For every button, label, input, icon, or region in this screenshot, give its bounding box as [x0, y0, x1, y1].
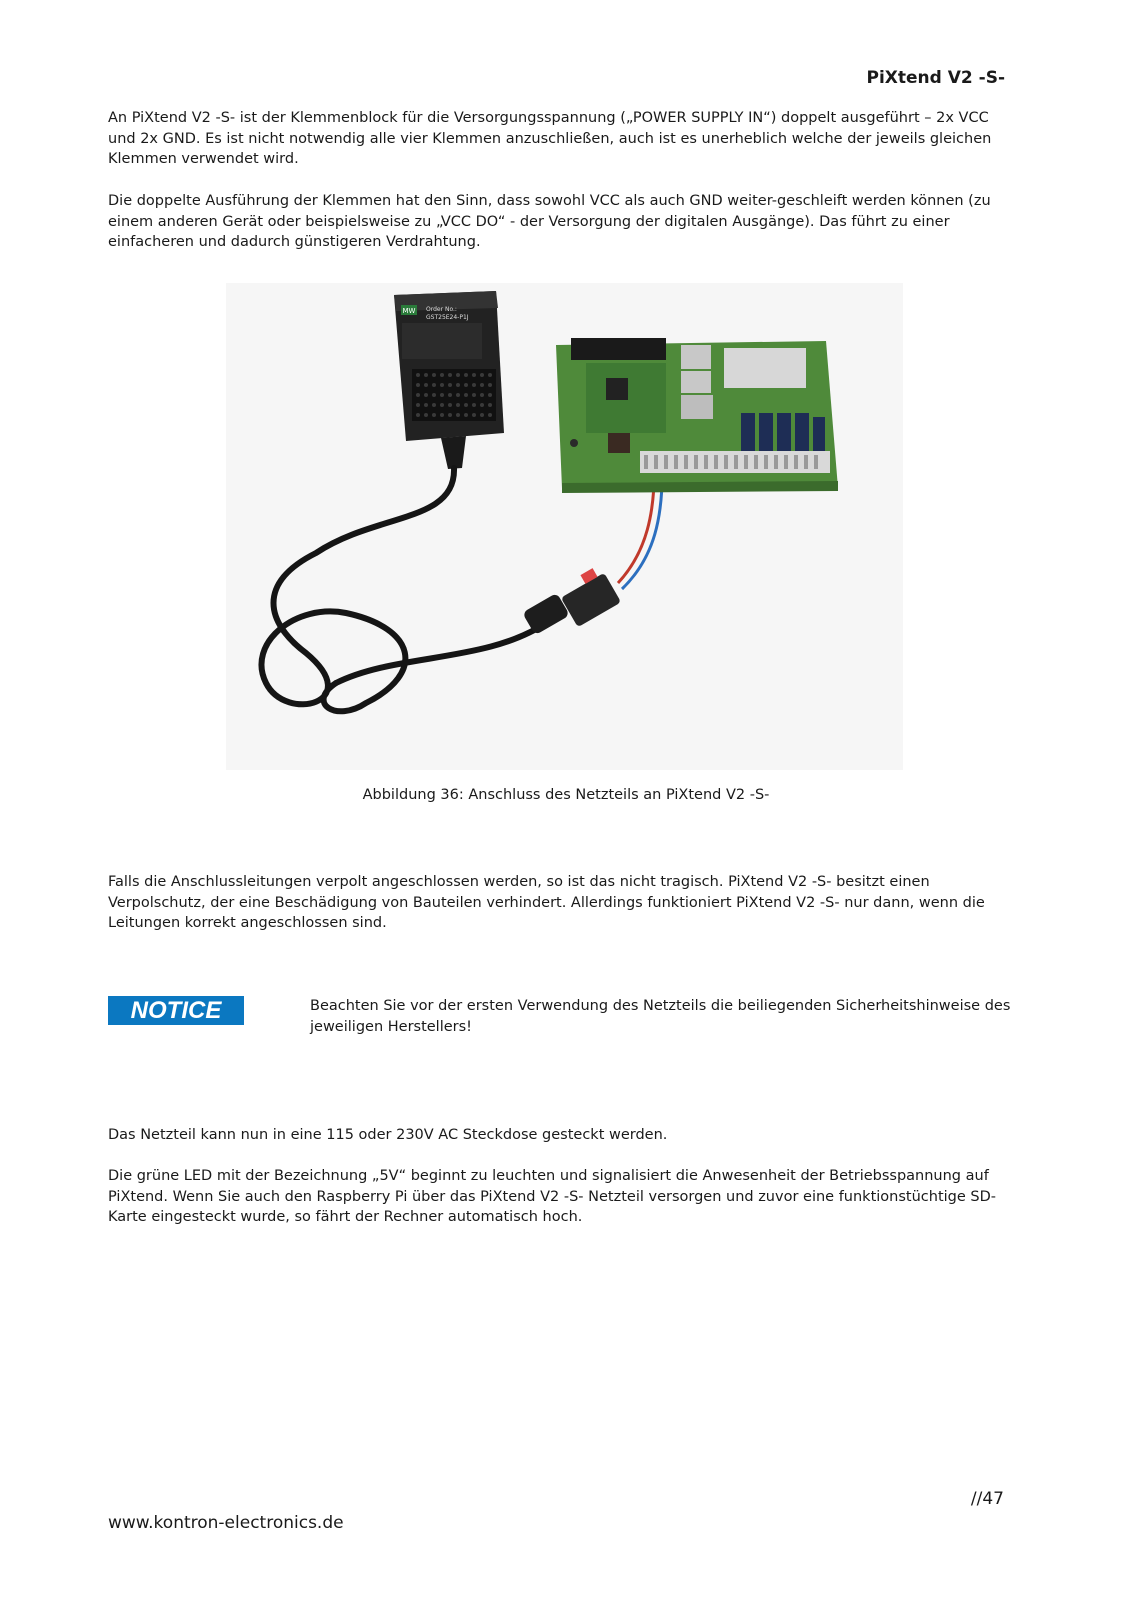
- figure-power-supply-photo: [226, 283, 903, 770]
- adapter-order-label: Order No.:: [426, 306, 457, 313]
- pixtend-board: [556, 338, 838, 493]
- paragraph-double-terminals: Die doppelte Ausführung der Klemmen hat den Sinn, dass sowohl VCC als auch GND weiter-geschleift werden können (zu einem anderen Gerät oder beispielsweise zu „VCC DO“ - der Versorgung der digitalen Ausgänge). Das führt zu einer einfacheren und dadurch günstigeren Verdrahtung.: [108, 193, 991, 250]
- paragraph-plug-in: Das Netzteil kann nun in eine 115 oder 230V AC Steckdose gesteckt werden.: [108, 1127, 668, 1143]
- notice-text: Beachten Sie vor der ersten Verwendung des Netzteils die beiliegenden Sicherheitshinweise des jeweiligen Herstellers!: [310, 998, 1011, 1035]
- adapter-brand: MW: [402, 307, 416, 315]
- figure-caption: [0, 787, 1132, 803]
- page-header-title: PiXtend V2 -S-: [866, 68, 1005, 88]
- pin-header: [571, 338, 666, 360]
- paragraph-reverse-polarity: Falls die Anschlussleitungen verpolt angeschlossen werden, so ist das nicht tragisch. PiXtend V2 -S- besitzt einen Verpolschutz, der eine Beschädigung von Bauteilen verhindert. Allerdings funktioniert PiXtend V2 -S- nur dann, wenn die Leitungen korrekt angeschlossen sind.: [108, 874, 985, 931]
- notice-badge: NOTICE: [108, 996, 244, 1025]
- paragraph-power-supply-terminals: An PiXtend V2 -S- ist der Klemmenblock für die Versorgungsspannung („POWER SUPPLY IN“) doppelt ausgeführt – 2x VCC und 2x GND. Es ist nicht notwendig alle vier Klemmen anzuschließen, auch ist es unerheblich welche der jeweils gleichen Klemmen verwendet wird.: [108, 110, 992, 167]
- page-number: //47: [970, 1489, 1004, 1509]
- paragraph-led-boot: Die grüne LED mit der Bezeichnung „5V“ beginnt zu leuchten und signalisiert die Anwesenheit der Betriebsspannung auf PiXtend. Wenn Sie auch den Raspberry Pi über das PiXtend V2 -S- Netzteil versorgen und zuvor eine funktionstüchtige SD-Karte eingesteckt wurde, so fährt der Rechner automatisch hoch.: [108, 1168, 996, 1225]
- footer-url: www.kontron-electronics.de: [108, 1513, 344, 1533]
- figure-caption-text: Abbildung 36: Anschluss des Netzteils an PiXtend V2 -S-: [362, 787, 770, 803]
- adapter-model-label: GST25E24-P1J: [426, 314, 469, 321]
